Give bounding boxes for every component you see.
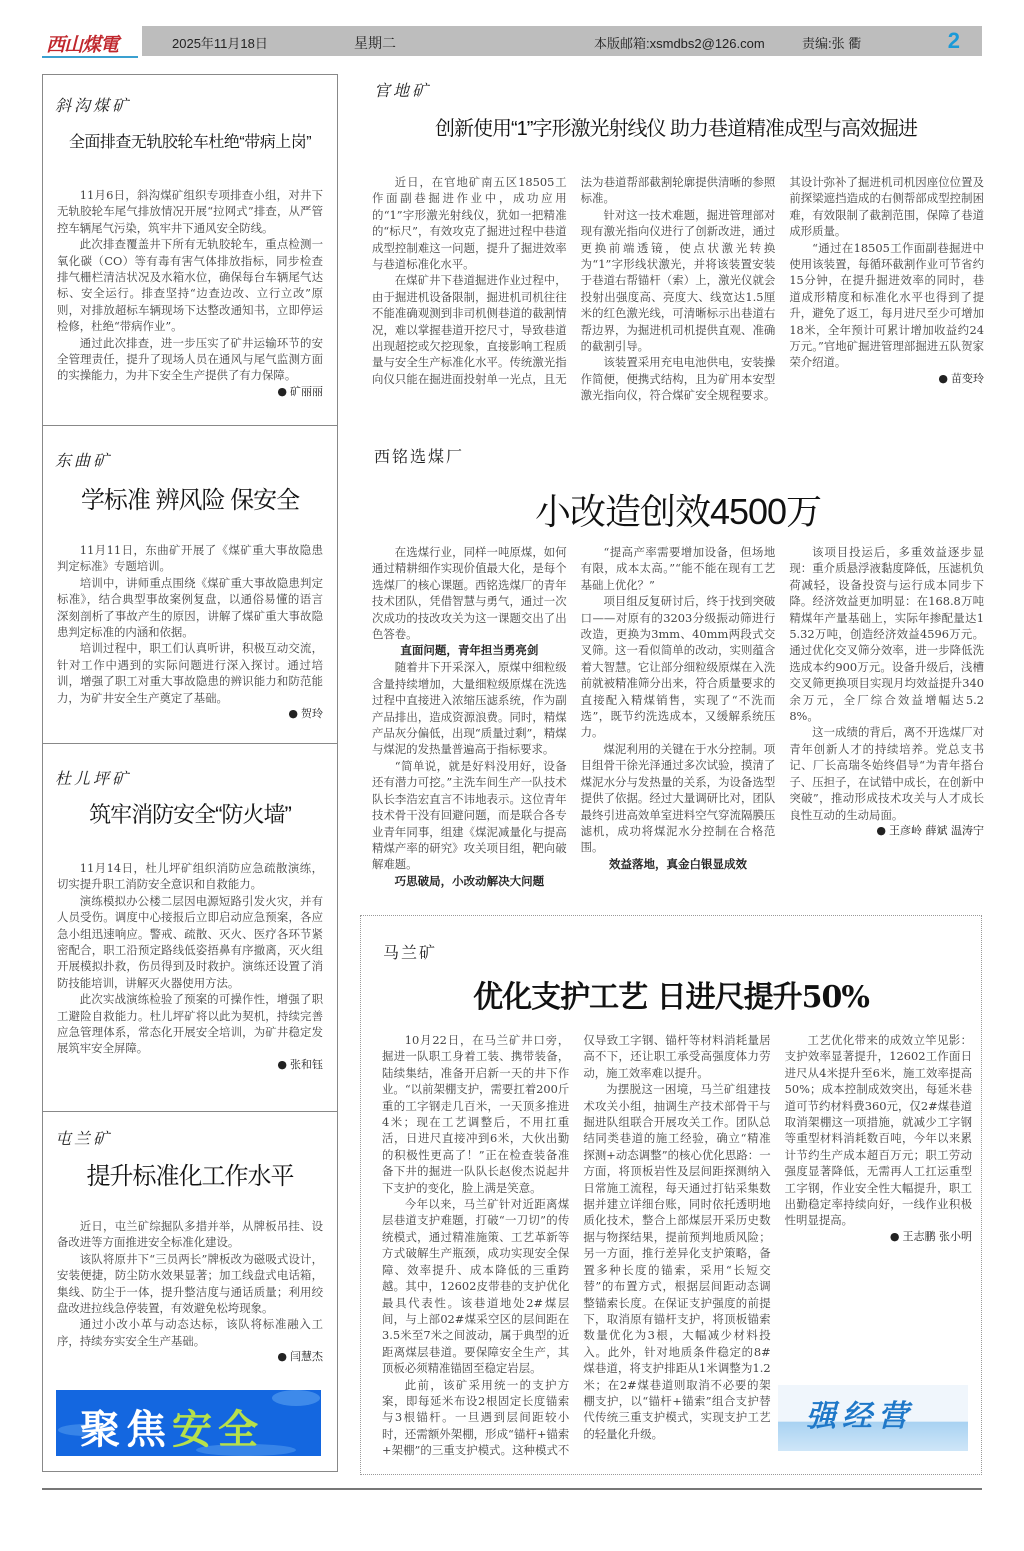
focus-safety-text [80,1398,264,1455]
byline: ● 矿丽丽 [57,384,323,400]
paragraph: “简单说，就是好料没用好，设备还有潜力可挖。”主洗车间生产一队技术队长李浩宏直言不讳地表示。这位青年技术骨干没有回避问题，而是联合各专业青年同事，组建《煤泥减量化与提高精煤产率的研究》攻关项目组，靶向破解难题。 [372,758,567,872]
paragraph: 11月14日，杜儿坪矿组织消防应急疏散演练，切实提升职工消防安全意识和自救能力。 [57,861,323,892]
paragraph: 工艺优化带来的成效立竿见影：支护效率显著提升，12602工作面日进尺从4米提升至6米，施工效率提高50%；成本控制成效突出，每延米巷道可节约材料费360元，仅2#煤巷道取消架棚这一项措施，就减少工字钢等重型材料消耗数百吨，今年以来累计节约生产成本超百万元；职工劳动强度显著降低，无需再人工扛运重型工字钢，作业安全性大幅提升，职工出勤稳定率持续向好，一线作业积极性明显提高。 [784,1033,972,1228]
paragraph: 此次排查覆盖井下所有无轨胶轮车，重点检测一氧化碳（CO）等有毒有害气体排放指标，同步检查排气栅栏清洁状况及水箱水位，确保每台车辆尾气达标、安全运行。排查坚持“边查边改、立行立改”原则，对排放超标车辆现场下达整改通知书，立即停运检修，杜绝“带病作业”。 [57,237,323,334]
section-label: 屯兰矿 [55,1129,113,1148]
headline: 提升标准化工作水平 [86,1163,294,1190]
headline: 学标准 辨风险 保安全 [80,487,300,514]
paragraph: 项目组反复研讨后，终于找到突破口——对原有的3203分级振动筛进行改造，更换为3mm、40mm两段式交叉筛。这一看似简单的改动，实则蕴含着大智慧。它让部分细粒级原煤在入洗前就被精准筛分出来，符合质量要求的直接配入精煤销售，实现了“不洗而选”，既节约洗选成本，又缓解系统压力。 [580,594,776,740]
section-label-malan: 马兰矿 [383,943,438,962]
paragraph: 为摆脱这一困境，马兰矿组建技术攻关小组，抽调生产技术部骨干与掘进队组联合开展攻关工作。团队总结同类巷道的施工经验，确立“精准探测+动态调整”的核心优化思路：一方面，将顶板岩性及层间距探测纳入日常施工流程，每天通过打钻采集数据并建立详细台账，同时依托透明地质化技术，整合上部煤层开采历史数据与物探结果，提前预判地质风险；另一方面，推行差异化支护策略，备置多种长度的锚索，采用“长短交替”的布置方式，根据层间距动态调整锚索长度。在保证支护强度的前提下，取消原有锚杆支护，将顶板锚索数量优化为3根，大幅减少材料投入。此外，针对地质条件稳定的8#煤巷道，将支护排距从1米调整为1.2米；在2#煤巷道则取消不必要的架棚支护，以“锚杆+锚索”组合支护替代传统三重支护模式，实现支护工艺的轻量化升级。 [583,1082,771,1441]
byline: ● 张和钰 [57,1057,323,1073]
paragraph: 这一成绩的背后，离不开选煤厂对青年创新人才的持续培养。党总支书记、厂长高瑞冬始终倡导“为青年搭台子、压担子，在试错中成长，在创新中突破”，推动形成技术攻关与人才成长良性互动的生动局面。 [789,725,984,822]
byline: ● 闫慧杰 [57,1349,323,1365]
paragraph: 11月11日，东曲矿开展了《煤矿重大事故隐患判定标准》专题培训。 [57,543,323,574]
paragraph: 培训中，讲师重点围绕《煤矿重大事故隐患判定标准》，结合典型事故案例复盘，以通俗易懂的语言深刻剖析了事故产生的原因，讲解了煤矿重大事故隐患判定标准的内涵和依据。 [57,575,323,640]
headline: 筑牢消防安全“防火墙” [89,802,291,827]
paragraph: 该队将原井下“三员两长”牌板改为磁吸式设计，安装便捷，防尘防水效果显著；加工线盘式电话箱，集线、防尘于一体，提升整洁度与通话质量；利用绞盘改进拉线急停装置，有效避免松垮现象。 [57,1251,323,1316]
issue-date: 2025年11月18日 [172,36,268,51]
logo-text: 西山煤電 [46,34,119,56]
article-dongqu [42,426,338,744]
section-label-ximing: 西铭选煤厂 [374,447,465,466]
headline-ximing: 小改造创效4500万 [534,491,822,532]
article-body [57,1218,323,1366]
paragraph: 演练模拟办公楼二层因电源短路引发火灾，并有人员受伤。调度中心接报后立即启动应急预案，各应急小组迅速响应。警戒、疏散、灭火、医疗各环节紧密配合，职工沿预定路线低姿捂鼻有序撤离，灭火组开展模拟扑救，伤员得到及时救护。演练还设置了消防技能培训，讲解灭火器使用方法。 [57,893,323,990]
paragraph: 此前，该矿采用统一的支护方案，即每延米布设2根固定长度锚索与3根锚杆。一旦遇到层间距较小时，还需额外架棚，形成“锚杆+锚索+架棚”的三重支护模式。这种模式不仅导致工字钢、锚杆等材料消耗量居高不下，还让职工承受高强度体力劳动，施工效率难以提升。 [382,1033,771,1458]
paragraph: 在煤矿井下巷道掘进作业过程中，由于掘进机设备限制，掘进机司机往往不能准确观测到非司机侧巷道的截割情况，难以掌握巷道开挖尺寸，导致巷道出现超挖或欠挖现象，直接影响工程质量与安全生产标准化水平。传统激光指向仪只能在掘进面投射单一光点，且无法为巷道帮部截割轮廓提供清晰的参照标准。 [372,175,776,386]
article-duerping [42,744,338,1112]
article-body-ximing [372,544,984,894]
paragraph: 该项目投运后，多重效益逐步显现：重介质悬浮液黏度降低，压滤机负荷减轻，设备投资与运行成本同步下降。经济效益更加明显：在168.8万吨精煤年产量基础上，实际年掺配量达15.32万吨，创造经济效益4596万元。通过优化交叉筛分效率，进一步降低洗选成本约900万元。设备升级后，浅槽交叉筛更换项目实现月均效益提升340余万元，全厂综合效益增幅达5.28%。 [789,545,984,724]
focus-safety-banner [56,1390,321,1456]
byline: ● 王彦岭 薛斌 温涛宁 [789,823,984,839]
subheading: 巧思破局，小改动解决大问题 [394,873,545,888]
paragraph: 今年以来，马兰矿针对近距离煤层巷道支护难题，打破“一刀切”的传统模式，通过精准施策、工艺革新等方式破解生产瓶颈，成功实现安全保障、效率提升、成本降低的三重跨越。其中，12602皮带巷的支护优化最具代表性。该巷道地处2#煤层间，与上部02#煤采空区的层间距在3.5米至7米之间波动，属于典型的近距离煤层巷道。要保障安全生产，其顶板必须精准锚固至稳定岩层。 [382,1197,570,1376]
paragraph: 近日，屯兰矿综掘队多措并举，从牌板吊挂、设备改进等方面推进安全标准化建设。 [57,1219,323,1250]
weekday: 星期二 [354,35,396,51]
subheading: 效益落地，真金白银显成效 [608,856,747,871]
footer-rule [42,1488,982,1490]
paragraph: 10月22日，在马兰矿井口旁，掘进一队职工身着工装、携带装备，陆续集结，准备开启新一天的井下作业。“以前架棚支护，需要扛着200斤重的工字钢走几百米，一天顶多推进4米；现在工艺调整后，不用扛重活，日进尺直接冲到6米，大伙出勤的积极性更高了！”正在检查装备准备下井的掘进一队队长赵俊杰说起井下支护的变化，脸上满是笑意。 [382,1033,570,1195]
article-body-guandi [372,174,984,404]
headline: 全面排查无轨胶轮车杜绝“带病上岗” [68,134,312,151]
masthead [42,26,982,58]
banner-word-safety: 安全 [172,1407,264,1453]
paragraph: 通过小改小革与动态达标，该队将标准融入工序，持续夯实安全生产基础。 [57,1317,323,1348]
article-xiegou [42,74,338,426]
section-label: 杜儿坪矿 [55,769,132,788]
paragraph: 煤泥利用的关键在于水分控制。项目组骨干徐光泽通过多次试验，摸清了煤泥水分与发热量的关系，为设备选型提供了依据。经过大量调研比对，团队最终引进高效单室进料空气穿流隔膜压滤机，成功将煤泥水分控制在合格范围。 [580,741,776,855]
paragraph: 通过此次排查，进一步压实了矿井运输环节的安全管理责任，提升了现场人员在通风与尾气监测方面的实操能力，为井下安全生产提供了有力保障。 [57,335,323,383]
paragraph: 11月6日，斜沟煤矿组织专项排查小组，对井下无轨胶轮车尾气排放情况开展“拉网式”排查，从严管控车辆尾气污染，筑牢井下通风安全防线。 [57,188,323,235]
headline-guandi: 创新使用“1”字形激光射线仪 助力巷道精准成型与高效掘进 [435,118,917,140]
section-label-guandi: 官地矿 [374,81,432,100]
subheading: 直面问题，青年担当勇亮剑 [400,643,539,658]
paragraph: 针对这一技术难题，掘进管理部对现有激光指向仪进行了创新改进，通过更换前端透镜，使点状激光转换为“1”字形线状激光，并将该装置安装于巷道右帮锚杆（索）上，激光仪就会投射出强度高、亮度大、线宽达1.5厘米的红色激光线，可清晰标示出巷道右帮边界，为掘进机司机提供直观、准确的截割引导。 [580,207,776,354]
byline: ● 王志鹏 张小明 [785,1229,972,1245]
paragraph: “通过在18505工作面副巷掘进中使用该装置，每循环截割作业可节省约15分钟，在提升掘进效率的同时，巷道成形精度和标准化水平也得到了提升，避免了返工，每月进尺至少可增加18米，全年预计可累计增加收益约24万元。”官地矿掘进管理部掘进五队贺家荣介绍道。 [789,240,984,370]
strong-management-banner [778,1385,968,1451]
article-body [57,187,323,400]
editor: 责编:张 衢 [802,36,862,51]
newspaper-logo [42,26,138,58]
section-label: 东曲矿 [55,451,113,470]
article-body [57,860,323,1073]
page-email: 本版邮箱:xsmdbs2@126.com [594,36,765,51]
page-number: 2 [947,28,960,53]
paragraph: 随着井下开采深入，原煤中细粒级含量持续增加，大量细粒级原煤在洗选过程中直接进入浓缩压滤系统，作为副产品排出，造成资源浪费。同时，精煤产品灰分偏低，出现“质量过剩”，精煤与煤泥的发热量普遍高于指标要求。 [372,660,567,757]
banner-word-focus: 聚焦 [80,1407,172,1453]
paragraph: 该装置采用充电电池供电，安装操作简便，便携式结构，且为矿用本安型激光指向仪，符合煤矿安全规程要求。其设计弥补了掘进机司机因座位位置及前探梁遮挡造成的右侧帮部成型控制困难，有效限制了截割范围，保障了巷道成形质量。 [580,175,984,403]
article-body [57,542,323,722]
paragraph: 近日，在官地矿南五区18505工作面副巷掘进作业中，成功应用的“1”字形激光射线仪，犹如一把精准的“标尺”，有效攻克了掘进过程中巷道成型控制难这一问题，提升了掘进效率与巷道标准化水平。 [372,175,567,272]
strong-management-text: 强经营 [806,1399,914,1434]
paragraph: 在选煤行业，同样一吨原煤，如何通过精耕细作实现价值最大化，是每个选煤厂的核心课题。西铭选煤厂的青年技术团队，凭借智慧与勇气，通过一次次成功的技改攻关为这一课题交出了出色答卷。 [372,545,567,642]
masthead-bar [142,26,982,56]
section-label: 斜沟煤矿 [55,96,132,115]
paragraph: 培训过程中，职工们认真听讲，积极互动交流，针对工作中遇到的实际问题进行深入探讨。通过培训，增强了职工对重大事故隐患的辨识能力和防范能力，为矿井安全生产奠定了基础。 [57,641,323,705]
headline-malan: 优化支护工艺 日进尺提升50% [473,980,869,1015]
paragraph: “提高产率需要增加设备，但场地有限，成本太高。”“能不能在现有工艺基础上优化？” [580,545,776,592]
byline: ● 贺玲 [57,706,323,722]
paragraph: 此次实战演练检验了预案的可操作性，增强了职工避险自救能力。杜儿坪矿将以此为契机，持续完善应急管理体系，常态化开展安全培训，为矿井稳定发展筑牢安全屏障。 [57,992,323,1056]
byline: ● 苗变玲 [789,371,984,387]
